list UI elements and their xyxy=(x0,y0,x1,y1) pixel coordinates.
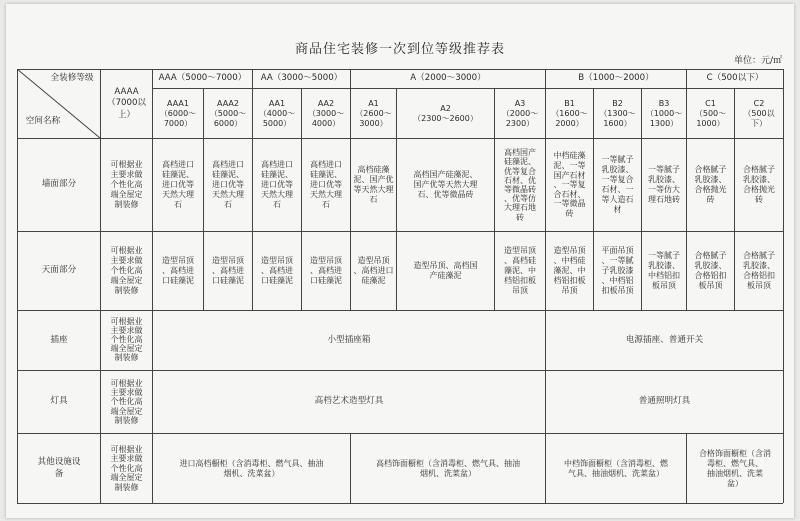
row-label-ceiling: 天面部分 xyxy=(41,265,77,276)
subgrade-c1: C1 （500～ 1000） xyxy=(694,98,727,128)
wall-aaa1: 高档进口 硅藻泥、 进口优等 天然大理 石 xyxy=(162,160,194,209)
socket-low-grades: 电源插座、普通开关 xyxy=(625,334,704,345)
wall-b1: 中档硅藻 泥、一等 国产石材 、一等复 合石材、 一等微晶 砖 xyxy=(553,151,586,218)
ceiling-a3: 造型吊顶 、高档硅 藻泥、中 档铝扣板 吊顶 xyxy=(504,246,536,295)
wall-aaa2: 高档进口 硅藻泥、 进口优等 天然大理 石 xyxy=(212,160,244,209)
lamp-high-grades: 高档艺术造型灯具 xyxy=(314,396,384,407)
subgrade-c2: C2 （500以 下） xyxy=(743,98,775,128)
ceiling-aa1: 造型吊顶 、高档进 口硅藻泥 xyxy=(261,256,293,285)
subgrade-aa2: AA2 （3000～ 4000） xyxy=(307,98,345,128)
unit-label: 单位：元/㎡ xyxy=(733,56,782,66)
subgrade-aaa1: AAA1 （6000～ 7000） xyxy=(159,98,197,128)
wall-a1: 高档硅藻 泥、国产优 等天然大理 石 xyxy=(353,165,394,204)
ceiling-aaaa: 可根据业 主要求做 个性化高 端全屋定 制装修 xyxy=(110,246,143,295)
wall-b3: 一等腻子 乳胶漆、 一等仿大 理石地砖 xyxy=(648,165,680,204)
wall-a3: 高档国产 硅藻泥、 优等复合 石材、优 等微晶砖 、优等仿 大理石地 砖 xyxy=(504,148,536,222)
other-aaaa: 可根据业 主要求做 个性化高 端全屋定 制装修 xyxy=(110,444,143,492)
other-a: 高档饰面橱柜（含消毒柜、燃气具、抽油 烟机、洗菜盆） xyxy=(376,458,520,478)
subgrade-b2: B2 （1300～ 1600） xyxy=(599,98,636,128)
wall-c1: 合格腻子 乳胶漆、 合格抛光 砖 xyxy=(694,165,727,204)
ceiling-aa2: 造型吊顶 、高档进 口硅藻泥 xyxy=(310,256,342,285)
wall-aa2: 高档进口 硅藻泥、 进口优等 天然大理 石 xyxy=(310,160,342,209)
subgrade-a2: A2 （2300～2600） xyxy=(413,103,478,123)
corner-label-grade: 全装修等级 xyxy=(50,73,94,84)
grade-b: B（1000～2000） xyxy=(578,73,654,84)
grade-aa: AA（3000～5000） xyxy=(260,73,343,84)
ceiling-b1: 造型吊顶 、中档硅 藻泥、中 档铝扣板 吊顶 xyxy=(553,246,586,295)
row-label-socket: 插座 xyxy=(50,334,68,345)
subgrade-aaa2: AAA2 （5000～ 6000） xyxy=(209,98,247,128)
wall-a2: 高档国产硅藻泥、 国产优等天然大理 石、优等微晶砖 xyxy=(413,170,478,199)
socket-high-grades: 小型插座箱 xyxy=(327,334,371,345)
lamp-aaaa: 可根据业 主要求做 个性化高 端全屋定 制装修 xyxy=(110,379,143,425)
subgrade-aa1: AA1 （4000～ 5000） xyxy=(258,98,296,128)
ceiling-b2: 平面吊顶 、一等腻 子乳胶漆 、中档铝 扣板吊顶 xyxy=(601,246,634,295)
grade-c: C（500以下） xyxy=(706,73,764,84)
other-c: 合格饰面橱柜（含消 毒柜、燃气具、 抽油烟机、洗菜 盆） xyxy=(699,448,771,488)
subgrade-b1: B1 （1600～ 2000） xyxy=(551,98,588,128)
wall-aaaa: 可根据业 主要求做 个性化高 端全屋定 制装修 xyxy=(110,160,143,209)
ceiling-aaa2: 造型吊顶 、高档进 口硅藻泥 xyxy=(212,256,244,285)
ceiling-a2: 造型吊顶、高档国 产硅藻泥 xyxy=(413,261,478,280)
table-border-bottom xyxy=(17,503,783,504)
subgrade-a3: A3 （2000～ 2300） xyxy=(501,98,539,128)
corner-label-space: 空间名称 xyxy=(25,116,61,127)
wall-b2: 一等腻子 乳胶漆、 一等复合 石材、一 等人造石 材 xyxy=(601,155,634,214)
ceiling-a1: 造型吊顶 、高档进口 硅藻泥 xyxy=(353,256,394,285)
grade-aaaa: AAAA （7000以 上） xyxy=(106,87,147,120)
subgrade-b3: B3 （1000～ 1300） xyxy=(645,98,683,128)
row-label-wall: 墙面部分 xyxy=(41,179,77,190)
wall-c2: 合格腻子 乳胶漆、 合格抛光 砖 xyxy=(743,165,775,204)
other-aaa-aa: 进口高档橱柜（含消毒柜、燃气具、抽油 烟机、洗菜盆） xyxy=(179,458,324,478)
wall-aa1: 高档进口 硅藻泥、 进口优等 天然大理 石 xyxy=(261,160,293,209)
socket-aaaa: 可根据业 主要求做 个性化高 端全屋定 制装修 xyxy=(110,317,143,362)
other-b: 中档饰面橱柜（含消毒柜、燃 气具、抽油烟机、洗菜盆） xyxy=(564,458,668,478)
ceiling-aaa1: 造型吊顶 、高档进 口硅藻泥 xyxy=(162,256,194,285)
ceiling-c2: 合格腻子 乳胶漆、 合格铝扣 板吊顶 xyxy=(743,251,775,290)
ceiling-c1: 合格腻子 乳胶漆、 合格铝扣 板吊顶 xyxy=(694,251,727,290)
grade-aaa: AAA（5000～7000） xyxy=(158,73,247,84)
page-title: 商品住宅装修一次到位等级推荐表 xyxy=(294,42,505,57)
row-label-other: 其他设施设 备 xyxy=(37,457,81,479)
row-label-lamp: 灯具 xyxy=(50,396,68,407)
grade-a: A（2000～3000） xyxy=(410,73,486,84)
ceiling-b3: 一等腻子 乳胶漆、 中档铝扣 板吊顶 xyxy=(648,251,680,290)
lamp-low-grades: 普通照明灯具 xyxy=(638,396,691,407)
subgrade-a1: A1 （2600～ 3000） xyxy=(355,98,392,128)
table-border-right xyxy=(783,69,784,503)
